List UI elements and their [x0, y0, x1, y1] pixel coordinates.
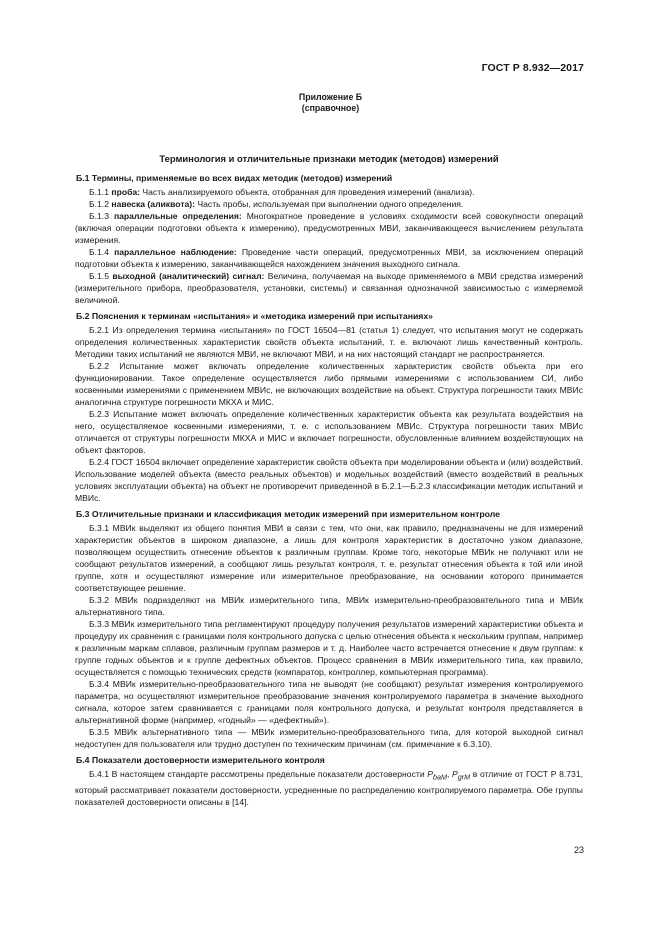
paragraph-b3-3: Б.3.3 МВИк измерительного типа регламентируют процедуру получения результатов измерений характеристики объекта и процедуру их сравнения с границами поля контрольного допуска с целью отнесения объекта к нескольким группам, например к различным маркам сплавов, различным группам размеров и т. д. Наиболее часто встречается отнесение к двум группам: к группе годных объектов и к группе дефектных объектов. Процесс сравнения в МВИк измерительного типа, как правило, осуществляется с помощью технических средств (компаратор, контроллер, компьютерная программа). — [75, 619, 583, 677]
paragraph-b2-3: Б.2.3 Испытание может включать определение количественных характеристик объекта как результата воздействия на него, осуществляемое косвенными измерениями, т. е. с использованием МВИс. Структура погрешности таких МВИс отличается от структуры погрешности МКХА и МИС и включает погрешности, обусловленные влиянием воздействующих на объект факторов. — [75, 409, 583, 455]
term-b1-3 — [75, 210, 583, 246]
term-number: Б.1.2 — [89, 199, 112, 209]
term-number: Б.1.4 — [89, 247, 115, 257]
term-name: параллельное наблюдение: — [114, 247, 237, 257]
symbol-subscript: baM — [433, 773, 447, 782]
paragraph-b2-1: Б.2.1 Из определения термина «испытания» по ГОСТ 16504—81 (статья 1) следует, что испытания могут не содержать определения количественных характеристик свойств объекта испытаний, т. е. включают лишь качественный контроль. Методики таких испытаний не являются МВИ, не включают МВИ, и на них настоящий стандарт не распространяется. — [75, 325, 583, 359]
paragraph-b3-4: Б.3.4 МВИк измерительно-преобразовательного типа не выводят (не сообщают) результат измерения контролируемого параметра, но осуществляют измерительное преобразование значения контролируемого параметра в значение выходного сигнала, которое затем сравнивается с границами поля контрольного допуска, и результат контроля представляется в альтернативной форме (например, «годный» — «дефектный»). — [75, 679, 583, 725]
paragraph-text: Б.4.1 В настоящем стандарте рассмотрены предельные показатели достоверности — [89, 769, 428, 779]
term-definition: Проведение части операций, предусмотренных МВИ, за исключением операций подготовки объекта к измерению, заканчивающейся нахождением значения выходного сигнала. — [75, 247, 583, 269]
page-number: 23 — [573, 845, 584, 855]
appendix-label — [0, 92, 661, 114]
appendix-subtitle: (справочное) — [301, 103, 360, 113]
paragraph-b3-5: Б.3.5 МВИк альтернативного типа — МВИк измерительно-преобразовательного типа, для которой выходной сигнал недоступен для пользователя или трудно доступен по техническим причинам (см. примечание к 6.3.10). — [75, 727, 583, 749]
section-b3-heading: Б.3 Отличительные признаки и классификация методик измерений при измерительном контроле — [76, 509, 500, 519]
section-b1-heading: Б.1 Термины, применяемые во всех видах методик (методов) измерений — [76, 173, 393, 183]
term-name: проба: — [111, 187, 141, 197]
symbol-p-grm — [452, 769, 471, 782]
term-name: навеска (аликвота): — [111, 199, 196, 209]
standard-number-header: ГОСТ Р 8.932—2017 — [481, 62, 584, 74]
paragraph-text: в отличие от ГОСТ Р 8.731, который рассматривает показатели достоверности, усредненные по распределению контролируемого параметра. Обе группы показателей достоверности описаны в [14]. — [75, 769, 584, 807]
main-title: Терминология и отличительные признаки методик (методов) измерений — [159, 153, 499, 164]
term-definition: Многократное проведение в условиях сходимости всей совокупности операций (включая операции подготовки объекта к измерению), предусмотренных МВИ, заканчивающееся вычислением результата измерения. — [75, 211, 584, 245]
paragraph-b2-4: Б.2.4 ГОСТ 16504 включает определение характеристик свойств объекта при моделировании объекта и (или) воздействий. Использование моделей объекта (вместо реальных объектов) и модельных воздействий (вместо воздействий в реальных условиях эксплуатации объекта) на объект не противоречит приведенной в Б.2.1—Б.2.3 классификации методик испытаний и МВИс. — [75, 457, 583, 503]
symbol-base: P — [452, 769, 458, 779]
term-b1-2 — [75, 198, 583, 210]
paragraph-b3-1: Б.3.1 МВИк выделяют из общего понятия МВИ в связи с тем, что они, как правило, предназначены не для измерений характеристик объектов в широком диапазоне, а лишь для контроля характеристик в достаточно узком диапазоне, позволяющем осуществить отнесение объектов к различным группам. Кроме того, некоторые МВИк не получают или не сообщают результатов измерений, а сообщают лишь результат контроля, т. е. результат отнесения объекта к той или иной группе, хотя и осуществляют измерение или измерительное преобразование, на основании которого принимается соответствующее решение. — [75, 523, 583, 593]
term-b1-4 — [75, 246, 583, 270]
symbol-base: P — [427, 769, 434, 779]
appendix-title: Приложение Б — [298, 92, 363, 102]
term-b1-5 — [75, 270, 583, 306]
document-body — [75, 153, 583, 808]
term-definition: Часть пробы, используемая при выполнении одного определения. — [195, 199, 464, 209]
term-b1-1 — [75, 186, 583, 198]
section-b2-heading: Б.2 Пояснения к терминам «испытания» и «методика измерений при испытаниях» — [76, 311, 434, 321]
term-number: Б.1.3 — [89, 211, 114, 221]
section-b4-heading: Б.4 Показатели достоверности измерительного контроля — [76, 755, 325, 765]
term-definition: Величина, получаемая на выходе применяемого в МВИ средства измерений (измерительного прибора, преобразователя, установки, системы) и связанная однозначной зависимостью с измеряемой величиной. — [75, 271, 583, 305]
paragraph-b3-2: Б.3.2 МВИк подразделяют на МВИк измерительного типа, МВИк измерительно-преобразовательного типа и МВИк альтернативного типа. — [75, 595, 583, 617]
term-number: Б.1.5 — [89, 271, 113, 281]
symbol-subscript: grM — [457, 773, 471, 782]
term-name: выходной (аналитический) сигнал: — [112, 271, 265, 281]
term-name: параллельные определения: — [113, 211, 242, 221]
paragraph-b4-1 — [75, 768, 583, 808]
symbol-p-bam — [427, 769, 447, 782]
term-definition: Часть анализируемого объекта, отобранная для проведения измерений (анализа). — [140, 187, 475, 197]
separator: , — [446, 769, 452, 779]
term-number: Б.1.1 — [89, 187, 112, 197]
paragraph-b2-2: Б.2.2 Испытание может включать определение количественных характеристик свойств объекта при его функционировании. Такое определение осуществляется либо прямыми измерениями с использованием СИ, либо косвенными измерениями с применением МВИс, не включающих воздействие на объект. Структура погрешности таких МВИс аналогична структуре погрешности МКХА и МИС. — [75, 361, 583, 407]
